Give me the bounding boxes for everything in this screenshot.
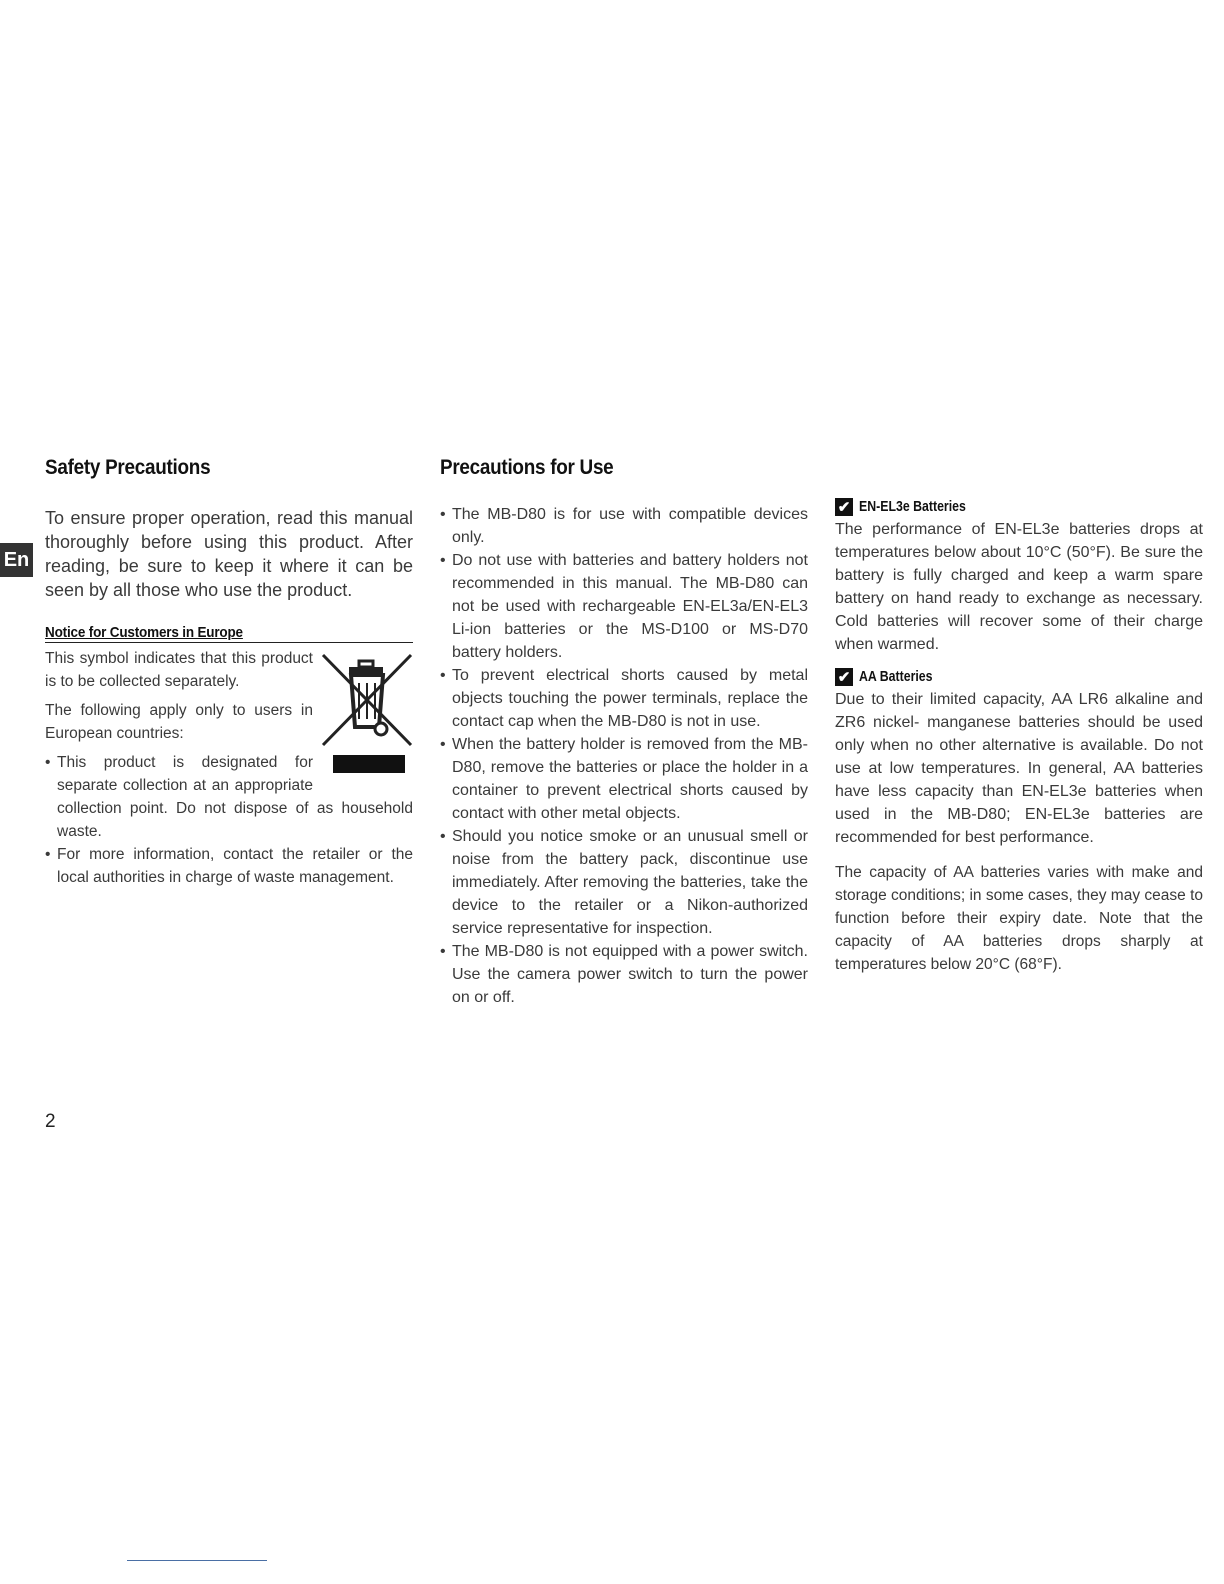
language-tab: En — [0, 543, 33, 577]
checkmark-icon: ✔ — [835, 498, 853, 516]
safety-intro: To ensure proper operation, read this manual thoroughly before using this product. After reading, be sure to keep it where it can be seen by all those who use the product. — [45, 508, 413, 600]
list-item: • For more information, contact the retailer or the local authorities in charge of waste management. — [45, 843, 413, 889]
use-bullets — [440, 503, 808, 1009]
enel3e-note-title: EN-EL3e Batteries — [859, 499, 966, 515]
list-item: • Do not use with batteries and battery holders not recommended in this manual. The MB-D80 can not be used with rechargeable EN-EL3a/EN-EL3 Li-ion batteries or the MS-D100 or MS-D70 battery holders. — [440, 549, 808, 664]
safety-bullets — [45, 751, 413, 889]
list-item: • This product is designated for separate collection at an appropriate collection point. Do not dispose of as household waste. — [45, 751, 413, 843]
notice-europe-body — [45, 647, 413, 889]
safety-precautions-title: Safety Precautions — [45, 456, 211, 479]
battery-notes-section — [835, 498, 1203, 976]
aa-note-body: Due to their limited capacity, AA LR6 alkaline and ZR6 nickel- manganese batteries should be used only when no other alternative is available. Do not use at low temperatures. In general, AA batteries have less capacity than EN-EL3e batteries when used in the MB-D80; EN-EL3e batteries are recommended for best performance. — [835, 691, 1203, 846]
enel3e-note-heading — [835, 498, 1203, 516]
apply-text: The following apply only to users in European countries: — [45, 702, 313, 742]
list-item: • The MB-D80 is for use with compatible devices only. — [440, 503, 808, 549]
enel3e-note-body: The performance of EN-EL3e batteries drops at temperatures below about 10°C (50°F). Be sure the battery is fully charged and keep a warm spare battery on hand ready to exchange as necessary. Cold batteries will recover some of their charge when warmed. — [835, 521, 1203, 653]
aa-note-heading — [835, 668, 1203, 686]
aa-note-title: AA Batteries — [859, 669, 933, 685]
checkmark-icon: ✔ — [835, 668, 853, 686]
page-number: 2 — [45, 1111, 56, 1132]
notice-europe-title: Notice for Customers in Europe — [45, 624, 413, 643]
footer-rule — [127, 1560, 267, 1561]
safety-precautions-section — [45, 456, 413, 889]
list-item: • Should you notice smoke or an unusual smell or noise from the battery pack, discontinue use immediately. After removing the batteries, take the device to the retailer or a Nikon-authorized service representative for inspection. — [440, 825, 808, 940]
precautions-for-use-title: Precautions for Use — [440, 456, 614, 479]
list-item: • To prevent electrical shorts caused by metal objects touching the power terminals, replace the contact cap when the MB-D80 is not in use. — [440, 664, 808, 733]
aa-note-body-2: The capacity of AA batteries varies with make and storage conditions; in some cases, they may cease to function before their expiry date. Note that the capacity of AA batteries drops sharply at temperatures below 20°C (68°F). — [835, 864, 1203, 973]
symbol-explanation: This symbol indicates that this product is to be collected separately. — [45, 650, 313, 690]
list-item: • The MB-D80 is not equipped with a power switch. Use the camera power switch to turn the power on or off. — [440, 940, 808, 1009]
precautions-for-use-section — [440, 456, 808, 1009]
list-item: • When the battery holder is removed from the MB-D80, remove the batteries or place the holder in a container to prevent electrical shorts caused by contact with other metal objects. — [440, 733, 808, 825]
